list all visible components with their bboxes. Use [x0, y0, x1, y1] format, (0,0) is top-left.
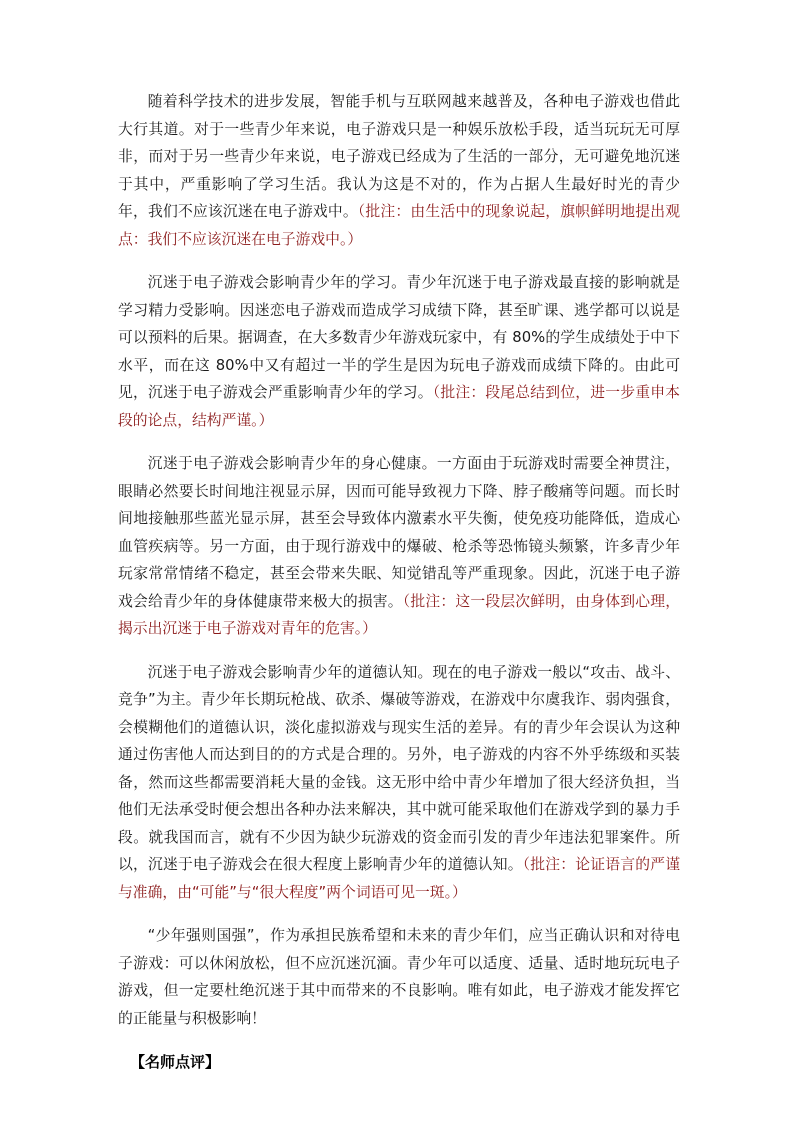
section-heading: 【名师点评】: [130, 1053, 221, 1071]
annotation-comment: （批注：段尾总结到位，进一步重申本段的论点，结构严谨。）: [118, 384, 680, 429]
paragraph-text: 沉迷于电子游戏会影响青少年的道德认知。现在的电子游戏一般以“攻击、战斗、竞争”为主。青少年长期玩枪战、砍杀、爆破等游戏，在游戏中尔虞我诈、弱肉强食，会模糊他们的道德认识，淡化虚拟游戏与现实生活的差异。有的青少年会误认为这种通过伤害他人而达到目的的方式是合理的。另外，电子游戏的内容不外乎练级和买装备，然而这些都需要消耗大量的金钱。这无形中给中青少年增加了很大经济负担，当他们无法承受时便会想出各种办法来解决，其中就可能采取他们在游戏学到的暴力手段。就我国而言，就有不少因为缺少玩游戏的资金而引发的青少年违法犯罪案件。所以，沉迷于电子游戏会在很大程度上影响青少年的道德认知。: [118, 663, 680, 873]
paragraph-text: 随着科学技术的进步发展，智能手机与互联网越来越普及，各种电子游戏也借此大行其道。对于一些青少年来说，电子游戏只是一种娱乐放松手段，适当玩玩无可厚非，而对于另一些青少年来说，电子游戏已经成为了生活的一部分，无可避免地沉迷于其中，严重影响了学习生活。我认为这是不对的，作为占据人生最好时光的青少年，我们不应该沉迷在电子游戏中。: [118, 93, 680, 220]
paragraph-text: 沉迷于电子游戏会影响青少年的身心健康。一方面由于玩游戏时需要全神贯注，眼睛必然要长时间地注视显示屏，因而可能导致视力下降、脖子酸痛等问题。而长时间地接触那些蓝光显示屏，甚至会导致体内激素水平失衡，使免疫功能降低，造成心血管疾病等。另一方面，由于现行游戏中的爆破、枪杀等恐怖镜头频繁，许多青少年玩家常常情绪不稳定，甚至会带来失眠、知觉错乱等严重现象。因此，沉迷于电子游戏会给青少年的身体健康带来极大的损害。: [118, 455, 680, 610]
paragraph-conclusion: [118, 922, 680, 1032]
paragraph-text: 沉迷于电子游戏会影响青少年的学习。青少年沉迷于电子游戏最直接的影响就是学习精力受影响。因迷恋电子游戏而造成学习成绩下降，甚至旷课、逃学都可以说是可以预料的后果。据调查，在大多数青少年游戏玩家中，有 80%的学生成绩处于中下水平，而在这 80%中又有超过一半的学生是因为玩电子游戏而成绩下降的。由此可见，沉迷于电子游戏会严重影响青少年的学习。: [118, 274, 680, 401]
paragraph-intro: [118, 88, 680, 253]
document-content: [118, 88, 680, 1076]
annotation-comment: （批注：由生活中的现象说起，旗帜鲜明地提出观点：我们不应该沉迷在电子游戏中。）: [118, 203, 680, 248]
paragraph-morality: [118, 659, 680, 907]
paragraph-health: [118, 450, 680, 643]
paragraph-text: “少年强则国强”，作为承担民族希望和未来的青少年们，应当正确认识和对待电子游戏：可以休闲放松，但不应沉迷沉湎。青少年可以适度、适量、适时地玩玩电子游戏，但一定要杜绝沉迷于其中而带来的不良影响。唯有如此，电子游戏才能发挥它的正能量与积极影响！: [118, 927, 680, 1027]
paragraph-study: [118, 269, 680, 434]
annotation-comment: （批注：这一段层次鲜明，由身体到心理，揭示出沉迷于电子游戏对青年的危害。）: [118, 592, 680, 637]
annotation-comment: （批注：论证语言的严谨与准确，由“可能”与“很大程度”两个词语可见一斑。）: [118, 856, 680, 901]
